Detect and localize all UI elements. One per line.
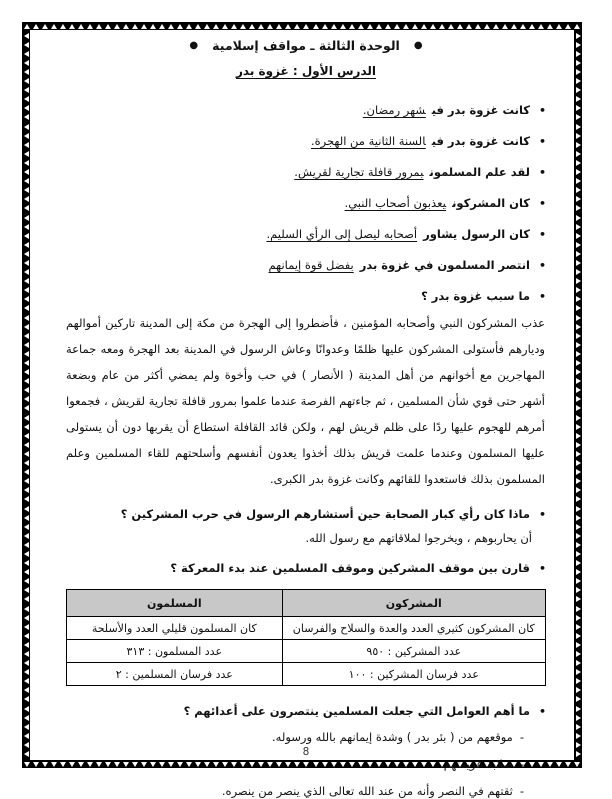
factor-item: - موقعهم من ( بئر بدر ) وشدة إيمانهم بالله ورسوله. — [272, 730, 524, 744]
bullet-icon: • — [538, 228, 546, 241]
bullet-icon: • — [538, 135, 546, 148]
bullet-icon: • — [538, 562, 546, 575]
border-pattern-left — [22, 22, 30, 768]
border-pattern-top — [22, 22, 582, 30]
document-content — [30, 30, 582, 798]
table-row — [67, 663, 546, 686]
table-cell: كان المشركون كثيري العدد والعدة والسلاح والفرسان — [282, 617, 545, 640]
header-muslimun: المسلمون — [67, 590, 283, 617]
fact-text: لقد علم المسلمونبمرور قافلة تجارية لقريش. — [294, 165, 530, 179]
cause-answer-paragraph: عذب المشركون النبي وأصحابه المؤمنين ، فأضطروا إلى الهجرة من مكة إلى المدينة تاركين أموالهم وديارهم فأستولى المشركون عليها ظلمًا وعدوانًا وعاش الرسول في المدينة بعد الهجرة ومعه جماعة المهاجرين مع أخوانهم من أهل المدينة ( الأنصار ) في حب وأخوة ولم يمضي أكثر من عام وبضعة أشهر حتى قوي شأن المسلمين ، ثم جاءتهم الفرصة عندما علموا بمرور قافلة تجارية لقريش ، فجمعوا أمرهم للهجوم عليها ردًا على ظلم قريش لهم ، ولكن قائد القافلة استطاع أن يقربها دون أن يستولى عليها المسلمون وعندما علمت قريش بذلك أخذوا يعدون أنفسهم وأسلحتهم للقاء المسلمين وعلم المسلمون بذلك فاستعدوا للقائهم وكانت غزوة بدر الكبرى. — [66, 316, 545, 486]
lesson-title: الدرس الأول : غزوة بدر — [236, 64, 376, 78]
bullet-icon: • — [538, 705, 546, 718]
table-cell: كان المسلمون قليلي العدد والأسلحة — [67, 617, 283, 640]
factor-item: - صلابة عزيمتهم. — [440, 757, 524, 771]
fact-text: كان الرسول يشاورأصحابه ليصل إلى الرأي السليم. — [266, 227, 530, 241]
opinion-answer: أن يحاربوهم ، ويخرجوا لملاقاتهم مع رسول الله. — [305, 531, 532, 545]
fact-text: كانت غزوة بدر فيشهر رمضان. — [362, 103, 530, 117]
table-header-row — [67, 590, 546, 617]
fact-item — [66, 257, 546, 274]
table-row — [67, 640, 546, 663]
bullet-icon: • — [538, 290, 546, 303]
bullet-icon: • — [538, 508, 546, 521]
bullet-icon: • — [538, 166, 546, 179]
bullet-icon: • — [538, 197, 546, 210]
fact-text: انتصر المسلمون في غزوة بدربفضل قوة إيمانهم — [268, 258, 530, 272]
header-mushrikun: المشركون — [282, 590, 545, 617]
fact-item — [66, 195, 546, 212]
fact-text: كان المشركونيعذبون أصحاب النبي. — [344, 196, 530, 210]
unit-title-text: الوحدة الثالثة ـ مواقف إسلامية — [212, 38, 400, 53]
facts-list — [66, 102, 546, 274]
table-cell: عدد المسلمون : ٣١٣ — [67, 640, 283, 663]
bullet-icon: • — [538, 104, 546, 117]
compare-question: • قارن بين موقف المشركين وموقف المسلمين عند بدء المعركة ؟ — [170, 561, 546, 575]
fact-item — [66, 164, 546, 181]
page-number: 8 — [302, 746, 310, 758]
opinion-question: • ماذا كان رأي كبار الصحابة حين أستشارهم الرسول في حرب المشركين ؟ — [120, 507, 546, 521]
title-bullet-icon: ● — [189, 40, 199, 51]
comparison-table — [66, 589, 546, 686]
dash-icon: - — [519, 730, 524, 744]
fact-item — [66, 102, 546, 119]
table-cell: عدد فرسان المسلمين : ٢ — [67, 663, 283, 686]
fact-item — [66, 226, 546, 243]
dash-icon: - — [519, 757, 524, 771]
dash-icon: - — [519, 784, 524, 798]
cause-question: • ما سبب غزوة بدر ؟ — [421, 289, 546, 303]
table-row — [67, 617, 546, 640]
table-cell: عدد فرسان المشركين : ١٠٠ — [282, 663, 545, 686]
table-cell: عدد المشركين : ٩٥٠ — [282, 640, 545, 663]
fact-item — [66, 133, 546, 150]
factors-question: • ما أهم العوامل التي جعلت المسلمين ينتصرون على أعدائهم ؟ — [183, 704, 546, 718]
title-bullet-icon: ● — [413, 40, 423, 51]
fact-text: كانت غزوة بدر فيالسنة الثانية من الهجرة. — [310, 134, 530, 148]
comparison-table-wrap — [66, 589, 546, 686]
bullet-icon: • — [538, 259, 546, 272]
factors-list — [66, 729, 546, 799]
unit-title — [66, 38, 546, 53]
factor-item: - ثقتهم في النصر وأنه من عند الله تعالى الذي ينصر من ينصره. — [221, 784, 524, 798]
